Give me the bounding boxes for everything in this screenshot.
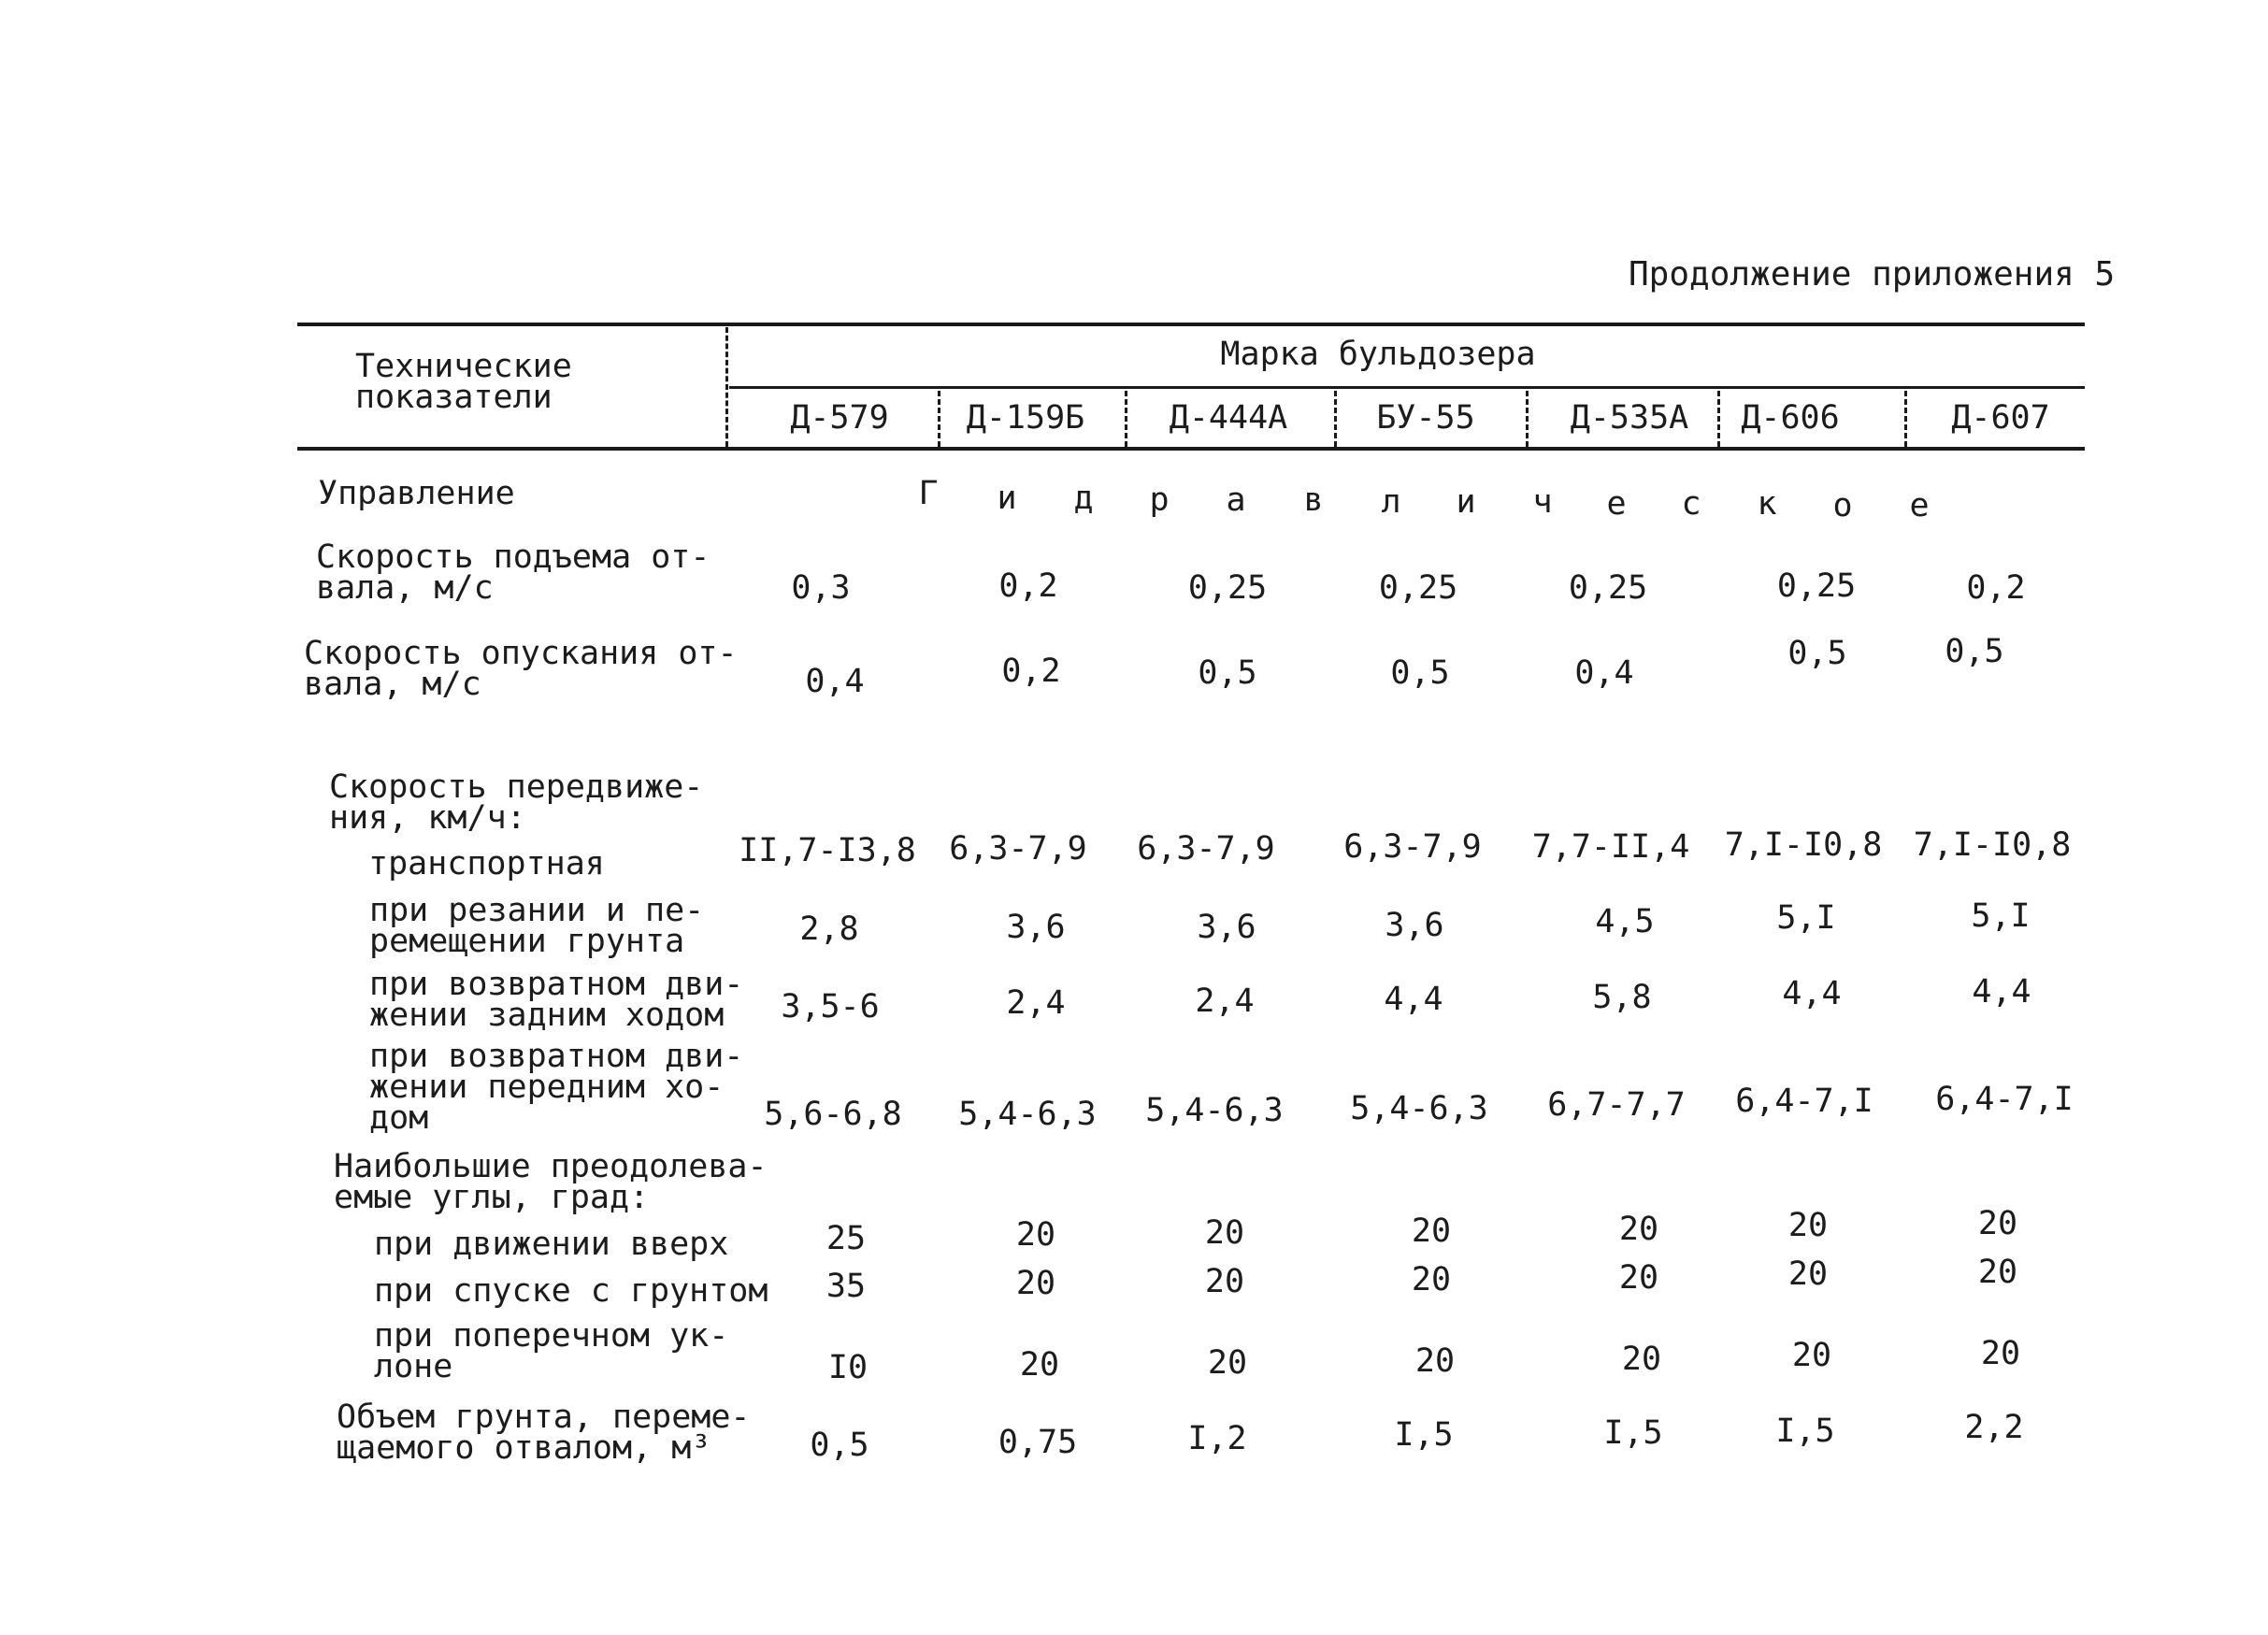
table-cell: 20: [1414, 1342, 1456, 1380]
section-heading-angles: Наибольшие преодолева- емые углы, град:: [334, 1148, 768, 1216]
table-cell: 4,4: [1782, 975, 1842, 1012]
table-cell: 0,25: [1378, 569, 1458, 607]
page-caption: Продолжение приложения 5: [1629, 255, 2116, 294]
header-group-label: Марка бульдозера: [1220, 336, 1536, 373]
table-cell: 20: [1207, 1344, 1248, 1382]
row-label-uphill: при движении вверх: [374, 1226, 729, 1263]
table-cell: 2,4: [1195, 982, 1255, 1020]
table-cell: 20: [1204, 1263, 1245, 1300]
table-cell: 0,4: [805, 663, 865, 700]
section-heading-travel-speed: Скорость передвиже- ния, км/ч:: [329, 768, 704, 837]
control-letter: е: [1606, 485, 1627, 523]
table-cell: 0,3: [791, 569, 851, 607]
control-letter: в: [1303, 481, 1324, 519]
header-separator: [1334, 391, 1337, 447]
table-cell: 5,I: [1776, 899, 1836, 937]
table-cell: 0,2: [1966, 569, 2026, 607]
table-cell: I,5: [1394, 1416, 1454, 1454]
table-cell: 20: [1787, 1207, 1829, 1244]
control-letter: а: [1226, 481, 1246, 519]
model-header: Д-535А: [1570, 399, 1689, 437]
table-cell: 20: [1787, 1255, 1829, 1293]
table-cell: 20: [1015, 1216, 1056, 1254]
model-header: БУ-55: [1376, 399, 1475, 437]
table-cell: 7,7-II,4: [1531, 828, 1690, 866]
table-cell: 5,6-6,8: [764, 1096, 902, 1133]
table-cell: 2,4: [1006, 984, 1066, 1022]
row-label-lift-speed: Скорость подъема от- вала, м/с: [316, 538, 711, 607]
table-cell: 4,4: [1972, 973, 2031, 1011]
table-cell: 7,I-I0,8: [1724, 826, 1883, 864]
table-cell: 20: [1977, 1254, 2018, 1291]
table-cell: 0,5: [1198, 654, 1257, 692]
row-label-volume: Объем грунта, переме- щаемого отвалом, м³: [337, 1398, 751, 1467]
table-cell: 6,3-7,9: [1343, 828, 1482, 866]
table-top-rule: [297, 323, 2085, 326]
table-cell: 20: [1618, 1211, 1659, 1248]
model-header: Д-159Б: [966, 399, 1085, 437]
table-cell: I0: [827, 1349, 868, 1386]
header-separator: [1526, 391, 1529, 447]
table-cell: 2,2: [1964, 1409, 2024, 1446]
table-cell: 20: [1411, 1212, 1452, 1250]
table-cell: 0,2: [1001, 653, 1061, 690]
row-label-reverse-back: при возвратном дви- жении задним ходом: [369, 966, 744, 1034]
header-separator: [938, 391, 940, 447]
table-cell: 3,6: [1197, 909, 1256, 946]
header-separator: [1125, 391, 1127, 447]
table-cell: 20: [1015, 1265, 1056, 1302]
table-cell: I,2: [1187, 1420, 1247, 1457]
table-cell: 20: [1621, 1341, 1662, 1378]
table-cell: 6,4-7,I: [1735, 1083, 1873, 1120]
table-cell: 5,4-6,3: [1145, 1092, 1284, 1129]
control-letter: с: [1681, 485, 1701, 523]
table-cell: 20: [1411, 1261, 1452, 1298]
header-row-label: Технические показатели: [355, 348, 572, 416]
table-cell: 5,I: [1971, 897, 2031, 935]
row-label-transport: транспортная: [368, 845, 605, 882]
table-cell: 3,6: [1006, 909, 1066, 946]
header-separator: [1717, 391, 1720, 447]
row-label-downhill: при спуске с грунтом: [374, 1272, 768, 1310]
table-cell: 0,5: [1945, 633, 2004, 670]
table-cell: 35: [825, 1268, 867, 1305]
model-header: Д-444А: [1169, 399, 1288, 437]
control-letter: Г: [918, 475, 939, 512]
header-bottom-rule: [297, 447, 2085, 451]
control-letter: р: [1149, 481, 1170, 519]
table-cell: 0,25: [1568, 569, 1648, 607]
row-label-reverse-forward: при возвратном дви- жении передним хо- дом: [369, 1038, 744, 1137]
table-cell: 4,5: [1595, 903, 1655, 940]
control-letter: д: [1073, 480, 1094, 517]
table-cell: 0,25: [1187, 569, 1268, 607]
table-cell: 6,3-7,9: [949, 830, 1087, 868]
row-label-lower-speed: Скорость опускания от- вала, м/с: [304, 635, 738, 703]
header-sub-rule: [729, 386, 2085, 389]
control-letter: л: [1381, 483, 1401, 521]
control-letter: и: [1456, 483, 1476, 521]
header-separator: [725, 327, 728, 447]
table-cell: 20: [1618, 1259, 1659, 1297]
table-cell: 6,7-7,7: [1547, 1086, 1686, 1124]
table-cell: 25: [825, 1220, 867, 1257]
table-cell: 20: [1977, 1205, 2018, 1242]
row-label-control: Управление: [318, 475, 515, 512]
control-letter: о: [1832, 487, 1853, 524]
row-label-side-slope: при поперечном ук- лоне: [374, 1317, 729, 1385]
table-cell: 4,4: [1384, 981, 1443, 1018]
table-cell: 2,8: [799, 911, 859, 948]
table-cell: 6,4-7,I: [1935, 1081, 2074, 1118]
table-cell: 0,75: [998, 1424, 1078, 1461]
table-cell: 5,4-6,3: [958, 1096, 1097, 1133]
table-cell: 3,5-6: [781, 988, 880, 1025]
table-cell: 5,4-6,3: [1350, 1090, 1488, 1127]
control-letter: ч: [1532, 483, 1553, 521]
table-cell: I,5: [1775, 1413, 1835, 1450]
table-cell: 20: [1019, 1346, 1060, 1384]
table-cell: 20: [1204, 1214, 1245, 1252]
table-cell: 0,5: [810, 1427, 869, 1464]
model-header: Д-606: [1741, 399, 1840, 437]
table-cell: I,5: [1603, 1414, 1663, 1452]
model-header: Д-579: [790, 399, 889, 437]
table-cell: 20: [1980, 1335, 2021, 1372]
table-cell: 0,4: [1574, 654, 1634, 692]
header-separator: [1904, 391, 1907, 447]
control-letter: е: [1909, 487, 1930, 524]
control-letter: к: [1757, 485, 1777, 523]
row-label-cutting: при резании и пе- ремещении грунта: [369, 892, 705, 960]
table-cell: 0,5: [1787, 635, 1847, 672]
table-cell: II,7-I3,8: [739, 832, 916, 869]
table-cell: 0,5: [1390, 654, 1450, 692]
table-cell: 0,25: [1776, 567, 1857, 605]
control-letter: и: [997, 480, 1017, 517]
table-cell: 6,3-7,9: [1137, 830, 1275, 868]
table-cell: 5,8: [1592, 979, 1652, 1016]
table-cell: 0,2: [998, 567, 1058, 605]
table-cell: 7,I-I0,8: [1913, 826, 2072, 864]
model-header: Д-607: [1951, 399, 2050, 437]
table-cell: 3,6: [1385, 907, 1444, 944]
table-cell: 20: [1791, 1337, 1832, 1374]
